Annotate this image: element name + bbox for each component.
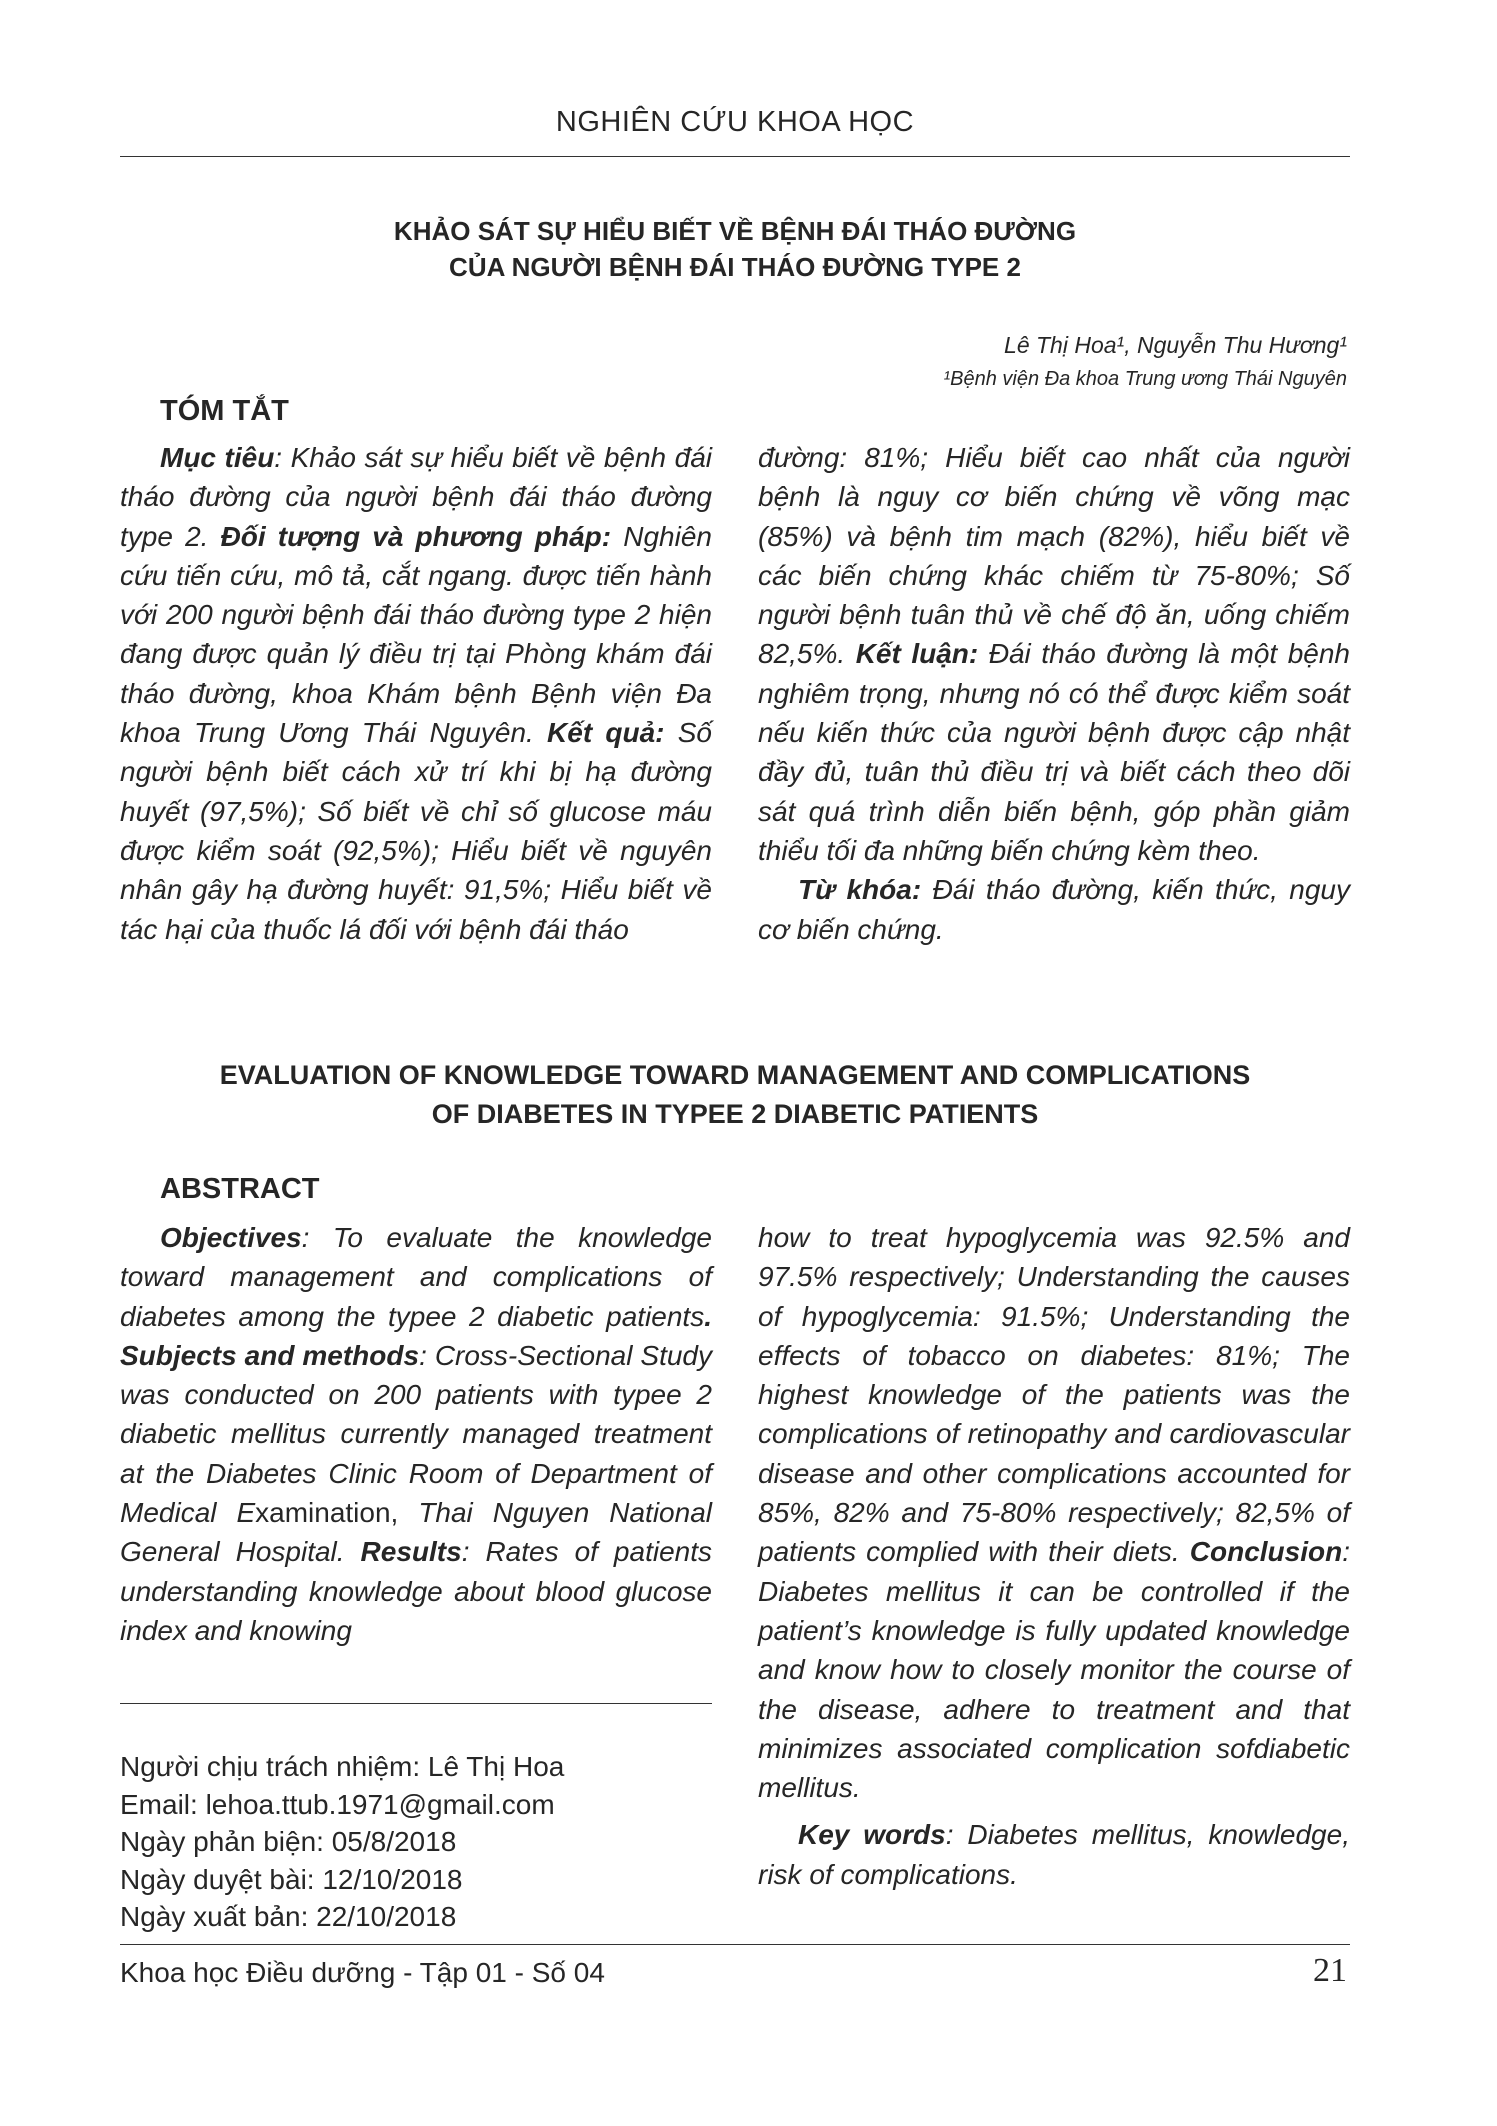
- authors: Lê Thị Hoa¹, Nguyễn Thu Hương¹: [1004, 332, 1347, 358]
- vi-keywords-text: Đái tháo đường, kiến thức, nguy cơ biến chứng.: [758, 874, 1351, 945]
- vi-conclusion-label: Kết luận:: [855, 638, 979, 670]
- en-method-plain: xamination,: [255, 1497, 419, 1529]
- en-conclusion-text: : Diabetes mellitus it can be controlled if the patient’s knowledge is fully updated knowledge and know how to closely monitor the course of the disease, adhere to treatment and that minimizes associated complication sofdiabetic mellitus.: [758, 1536, 1350, 1804]
- vi-title-line2: CỦA NGƯỜI BỆNH ĐÁI THÁO ĐƯỜNG TYPE 2: [449, 252, 1021, 282]
- accept-date: Ngày duyệt bài: 12/10/2018: [120, 1863, 463, 1895]
- vi-result-continuation: đường: 81%; Hiểu biết cao nhất của người bệnh là nguy cơ biến chứng về võng mạc (85%) và bệnh tim mạch (82%), hiểu biết về các biến chứng khác chiếm từ 75-80%; Số người bệnh tuân thủ về chế độ ăn, uống chiếm 82,5%.: [758, 442, 1350, 670]
- vi-keywords-label: Từ khóa:: [798, 874, 922, 906]
- header-rule: [120, 156, 1350, 157]
- page-number: 21: [1313, 1952, 1347, 1989]
- vi-conclusion-text: Đái tháo đường là một bệnh nghiêm trọng, nhưng nó có thể được kiểm soát nếu kiến thức của người bệnh được cập nhật đầy đủ, tuân thủ điều trị và biết cách theo dõi sát quá trình diễn biến bệnh, góp phần giảm thiểu tối đa những biến chứng kèm theo.: [758, 638, 1351, 866]
- vi-result-text: Số người bệnh biết cách xử trí khi bị hạ đường huyết (97,5%); Số biết về chỉ số glucose máu được kiểm soát (92,5%); Hiểu biết về nguyên nhân gây hạ đường huyết: 91,5%; Hiểu biết về tác hại của thuốc lá đối với bệnh đái tháo: [120, 717, 713, 945]
- en-result-text: : Rates of patients understanding knowledge about blood glucose index and knowing: [120, 1536, 712, 1646]
- footer-journal: Khoa học Điều dưỡng - Tập 01 - Số 04: [120, 1957, 605, 1988]
- en-method-text2: Thai Nguyen National General Hospital.: [120, 1497, 712, 1568]
- en-title-line1: EVALUATION OF KNOWLEDGE TOWARD MANAGEMENT AND COMPLICATIONS: [219, 1060, 1251, 1090]
- en-abstract-continuation: [758, 1218, 1350, 1807]
- review-date: Ngày phản biện: 05/8/2018: [120, 1826, 457, 1857]
- responsible-author: Người chịu trách nhiệm: Lê Thị Hoa: [120, 1751, 565, 1782]
- footer-rule: [120, 1944, 1350, 1945]
- en-conclusion-label: Conclusion: [1189, 1536, 1343, 1568]
- vi-objective-text: : Khảo sát sự hiểu biết về bệnh đái tháo đường của người bệnh đái tháo đường type 2.: [120, 442, 712, 552]
- correspondence-block: [120, 1748, 564, 1936]
- en-objective-label: Objectives: [160, 1222, 302, 1253]
- vi-abstract-left-column: [120, 438, 712, 949]
- author-block: [943, 328, 1347, 396]
- vi-title-line1: KHẢO SÁT SỰ HIỂU BIẾT VỀ BỆNH ĐÁI THÁO ĐƯỜNG: [393, 216, 1077, 246]
- correspondence-rule: [120, 1703, 712, 1704]
- en-abstract-right-column: [758, 1218, 1350, 1894]
- en-keywords-text: : Diabetes mellitus, knowledge, risk of complications.: [758, 1819, 1350, 1890]
- running-head: NGHIÊN CỨU KHOA HỌC: [555, 106, 915, 138]
- vi-summary-heading: TÓM TẮT: [160, 395, 289, 427]
- publish-date: Ngày xuất bản: 22/10/2018: [120, 1901, 457, 1932]
- en-abstract-left-column: [120, 1218, 712, 1650]
- en-abstract-heading: ABSTRACT: [160, 1173, 320, 1205]
- vi-title: [120, 213, 1350, 285]
- vi-keywords: [758, 870, 1350, 949]
- vi-method-label: Đối tượng và phương pháp:: [220, 520, 612, 552]
- en-keywords-label: Key words: [798, 1819, 946, 1851]
- en-title: [120, 1056, 1350, 1134]
- en-method-label: Subjects and methods: [120, 1339, 420, 1371]
- en-result-label: Results: [360, 1536, 462, 1568]
- vi-abstract-continuation: [758, 438, 1350, 870]
- en-result-continuation: how to treat hypoglycemia was 92.5% and 97.5% respectively; Understanding the causes of hypoglycemia: 91.5%; Understanding the effects of tobacco on diabetes: 81%; The highest knowledge of the patients was the complications of retinopathy and cardiovascular disease and other complications accounted for 85%, 82% and 75-80% respectively; 82,5% of patients complied with their diets.: [758, 1222, 1350, 1568]
- vi-abstract-paragraph: [120, 438, 712, 949]
- en-title-line2: OF DIABETES IN TYPEE 2 DIABETIC PATIENTS: [431, 1099, 1039, 1129]
- en-method-text: : Cross-Sectional Study was conducted on 200 patients with typee 2 diabetic mellitus currently managed treatment at the Diabetes Clinic Room of Department of Medical E: [120, 1339, 712, 1529]
- en-keywords: [758, 1815, 1350, 1894]
- author-email: Email: lehoa.ttub.1971@gmail.com: [120, 1788, 555, 1820]
- vi-objective-label: Mục tiêu: [160, 442, 275, 473]
- en-objective-text: : To evaluate the knowledge toward management and complications of diabetes among the typee 2 diabetic patients: [120, 1222, 712, 1332]
- vi-abstract-right-column: [758, 438, 1350, 949]
- vi-result-label: Kết quả:: [547, 717, 665, 749]
- affiliation: ¹Bệnh viện Đa khoa Trung ương Thái Nguyên: [943, 368, 1347, 390]
- en-abstract-paragraph: [120, 1218, 712, 1650]
- vi-method-text: Nghiên cứu tiến cứu, mô tả, cắt ngang. được tiến hành với 200 người bệnh đái tháo đường type 2 hiện đang được quản lý điều trị tại Phòng khám đái tháo đường, khoa Khám bệnh Bệnh viện Đa khoa Trung Ương Thái Nguyên.: [120, 520, 712, 749]
- en-objective-end: .: [704, 1300, 712, 1332]
